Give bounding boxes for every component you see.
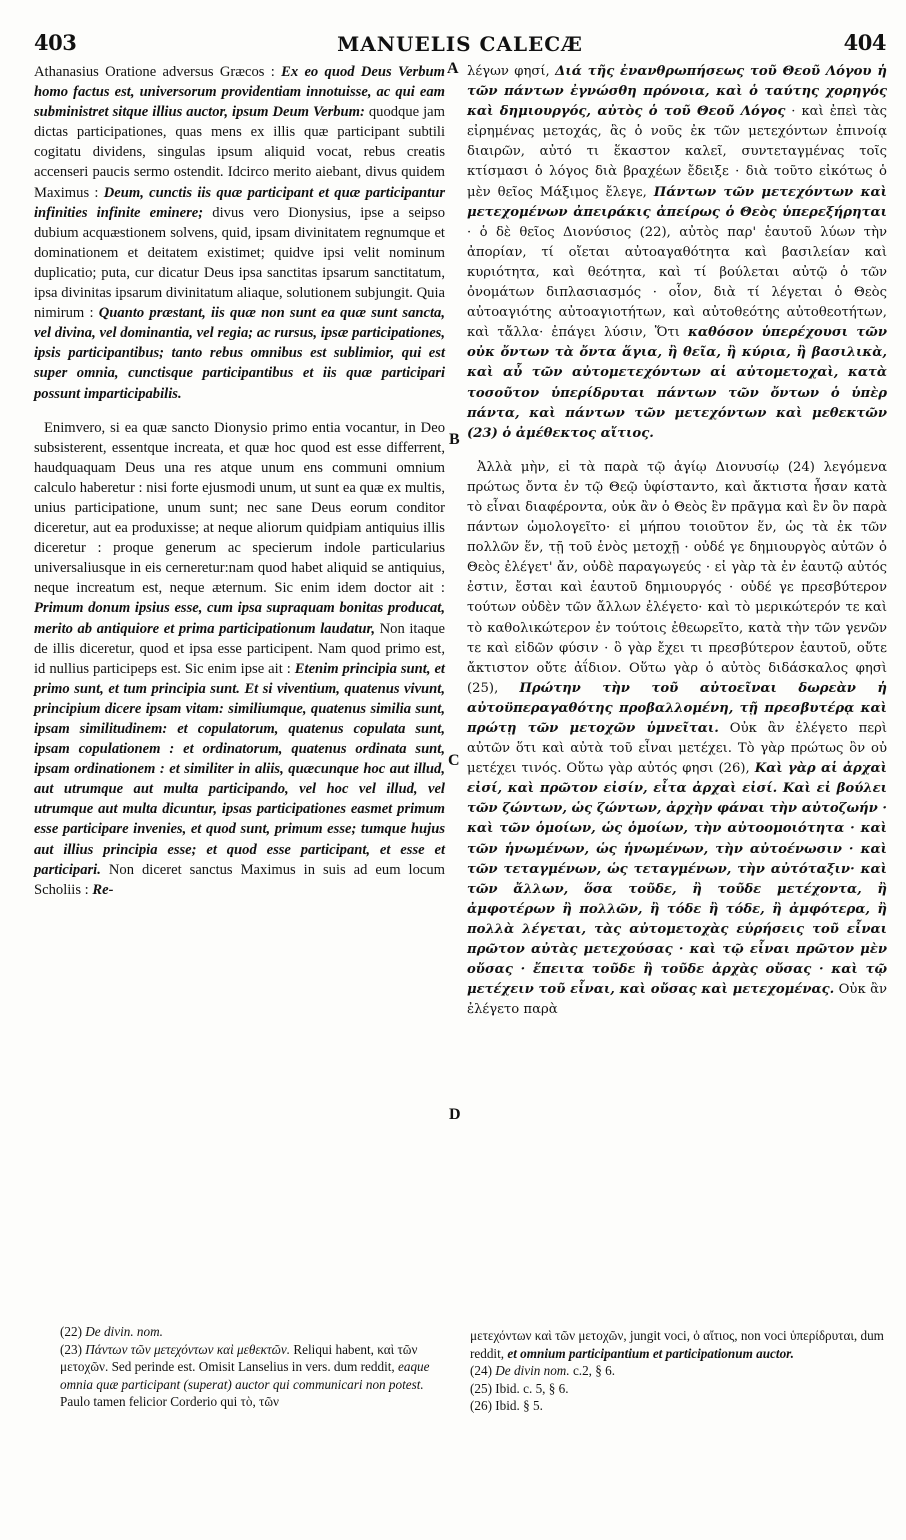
text-run: Enimvero, si ea quæ sancto Dionysio primo entia vocantur, in Deo subsisterent, essentque increata, et quæ hoc quod est esse differrent, haudquaquam Deus una res atque unum ens communi omnium calculo haberetur : nisi forte ejusmodi unum, ut sunt ea quæ ex multis, unius participatione, unum sunt; nec sane Deus eorum conditor diceretur, aut ea produxisse; at neque aliorum quidpiam antiquius illis diceretur : proque generum ac specierum indole particularius universaliusque in eis cerneretur:nam quod habet aliquid se antiquius, neque increatum est, neque æternum. Sic enim idem doctor ait : [34,419,445,597]
italic-run: Deum, cunctis iis quæ participant et quæ participantur infinities infinite eminere; [34,184,445,221]
latin-paragraph-2 [34,418,445,900]
text-run: Οὐκ ἂν ἐλέγετο περὶ αὐτῶν ὅτι καὶ αὐτὰ τοῦ εἶναι μετέχει. Τὸ γὰρ πρώτως ὂν οὐ μετέχει τινός. Οὕτω γὰρ αὐτός φησι (26), [467,721,887,777]
italic-run: καθόσον ὑπερέχουσι τῶν οὐκ ὄντων τὰ ὄντα ἅγια, ἢ θεῖα, ἢ κύρια, ἢ βασιλικὰ, καὶ αὖ τῶν αὐτομετεχόντων αἱ αὐτομετοχαὶ, κατὰ τοσοῦτον ὑπερίδρυται πάντων τῶν ὄντων ὁ ὑπὲρ πάντα, καὶ πάντων τῶν μετεχόντων καὶ μεθεκτῶν (23) ὁ ἀμέθεκτος αἴτιος. [467,325,887,441]
footnote-23 [60,1341,444,1411]
italic-run: Καὶ γὰρ αἱ ἀρχαὶ εἰσί, καὶ πρῶτον εἰσίν, εἶτα ἀρχαὶ εἰσί. Καὶ εἰ βούλει τῶν ζώντων, ὡς ζώντων, ἀρχὴν φάναι τὴν αὐτοζωήν · καὶ τῶν ὁμοίων, ὡς ὁμοίων, τὴν αὐτοομοιότητα · καὶ τῶν ἡνωμένων, ὡς ἡνωμένων, τὴν αὐτοένωσιν · καὶ τῶν τεταγμένων, ὡς τεταγμένων, τὴν αὐτόταξιν· καὶ τῶν ἄλλων, ὅσα τοῦδε, ἢ τοῦδε μετέχοντα, ἢ ἀμφοτέρων ἢ πολλῶν, ἢ τόδε ἢ τόδε, ἢ ἀμφότερα, ἢ πολλὰ λέγεται, τὰς αὐτομετοχὰς εὑρήσεις τοῦ εἶναι πρῶτον αὐτὰς μετεχούσας · καὶ τῷ εἶναι πρῶτον μὲν οὔσας · ἔπειτα τοῦδε ἢ τοῦδε ἀρχὰς οὔσας · καὶ τῷ μετέχειν τοῦ εἶναι, καὶ οὔσας καὶ μετεχομένας. [467,761,887,998]
footnote-italic-run: De divin. nom. [81,1324,163,1339]
italic-run: Ex eo quod Deus Verbum homo factus est, universorum providentiam innotuisse, ac qui eam subministret sitque illius auctor, ipsum Deum Verbum: [34,64,445,121]
footnote-number: (25) [470,1380,492,1396]
text-run: divus vero Dionysius, ipse a seipso dubium acquæstionem solvens, quid, ipsam divinitatem regnumque et dominationem et deitatem existimet; quidve ipsi velit nominum duplicatio; puta, cur dicatur Deus ipsa sanctitas ipsarum sanctitatum, ipsa divinitas ipsarum divinitatum aliaque, solutionem subjungit. Quia nimirum : [34,204,445,322]
greek-paragraph-2 [467,458,887,1021]
footnote-text-run: Ibid. c. 5, § 6. [491,1380,569,1396]
footnote-24 [470,1362,888,1380]
footnote-number: (26) [470,1398,492,1413]
italic-run: Quanto præstant, iis quæ non sunt ea quæ sunt sancta, vel divina, vel dominantia, vel regia; ac rursus, ipsæ participationes, ipsis participantibus; tanto rebus omnibus est sublimior, qui est super omnia, cunctisque participantibus et iis quæ participari possunt imparticipabilis. [34,305,446,402]
italic-run: et omnium participantium et participationum auctor. [507,1345,794,1361]
italic-run: Etenim principia sunt, et primo sunt, et tum principia sunt. Et si viventium, quatenus vivunt, principium dicere ipsam vitam: similiumque, quatenus similia sunt, ipsam similitudinem: et copulatorum, quatenus copulata sunt, ipsam copulationem : et ordinatorum, quatenus ordinata sunt, ipsam ordinationem : et similiter in aliis, quæcunque hoc aut illud, aut utrumque aut multa participando, vel hoc vel illud, vel utrumque aut multa dicuntur, ipsas participationes easmet primum esse participare invenies, et quod sunt, primum esse; tumque hujus aut illius principia esse; et quod esse participant, et esse et participari. [34,660,445,878]
footnote-text-run: c.2, § 6. [569,1363,616,1378]
text-run: · ὁ δὲ θεῖος Διονύσιος (22), αὐτὸς παρ' ἑαυτοῦ λύων τὴν ἀπορίαν, τί οἴεται αὐτοαγαθότητα καὶ βασιλείαν καὶ κυριότητα, καὶ θεότητα, καὶ τί βούλεται αὐτῷ ὁ τῶν ὀνομάτων διπλασιασμός · οἷον, διὰ τί λέγεται ὁ Θεὸς αὐτοαγιότης αὐτοαγιοτήτων, καὶ αὐτοθεότης αὐτοθεοτήτων, καὶ τἄλλα· ἐπάγει λύσιν, Ὅτι [467,224,887,341]
running-title: MANUELIS CALECÆ [337,32,583,56]
footnote-italic-run: De divin nom. [491,1363,570,1378]
footnote-italic-run: Πάντων τῶν μετεχόντων καὶ μεθεκτῶν. [81,1341,291,1357]
italic-run: Πρώτην τὴν τοῦ αὐτοεῖναι δωρεὰν ἡ αὐτοϋπεραγαθότης προβαλλομένη, τῇ πρεσβυτέρᾳ καὶ πρώτῃ τῶν μετοχῶν ὑμνεῖται. [467,680,887,736]
footnote-number: (22) [60,1324,82,1339]
italic-run: Διά τῆς ἐνανθρωπήσεως τοῦ Θεοῦ Λόγου ἡ τῶν πάντων ἐγνώσθη πρόνοια, καὶ ὁ ταύτης χορηγός καὶ δημιουργός, αὐτὸς ὁ τοῦ Θεοῦ Λόγος [467,64,887,120]
text-run: Non itaque de illis diceretur, quod et ipsa esse participent. Nam quod primo est, id nullius participeps est. Sic enim ipse ait : [34,620,446,677]
footnotes-left [60,1323,444,1411]
text-run: μετεχόντων καὶ τῶν μετοχῶν, jungit voci, ὁ αἴτιος, non voci ὑπερίδρυται, dum reddit, [470,1328,884,1361]
latin-paragraph-1 [34,62,445,404]
text-run: Οὐκ ἂν ἐλέγετο παρὰ [467,982,887,1018]
text-run: Non diceret sanctus Maximus in suis ad eum locum Scholiis : [34,861,445,898]
italic-run: Primum donum ipsius esse, cum ipsa supraquam bonitas producat, merito ab antiquiore et prima participationum laudatur, [34,600,445,637]
margin-marker-a: A [447,60,459,77]
greek-column [467,62,887,1020]
footnotes-right [470,1327,888,1415]
footnote-22 [60,1323,444,1341]
page-number-left: 403 [34,30,77,55]
margin-marker-d: D [449,1106,461,1123]
text-run: λέγων φησί, [467,64,556,79]
page-header [34,30,886,66]
margin-marker-c: C [448,752,460,769]
italic-run: Πάντων τῶν μετεχόντων καὶ μετεχομένων ἀπειράκις ἀπείρως ὁ Θεὸς ὑπερεξήρηται [467,184,887,220]
text-run: · καὶ ἐπεὶ τὰς εἰρημένας μετοχάς, ἃς ὁ νοῦς ἐκ τῶν μετεχόντων ἐπινοίᾳ διαιρῶν, αὐτό τι ἕκαστον καλεῖ, συντεταγμένας τοῖς κτίσμασι ὁ λόγος διὰ βραχέων ἔδειξε · διὰ τοῦτο εἰκότως ὁ μὲν θεῖος Μάξιμος ἔλεγε, [467,104,887,200]
greek-paragraph-1 [467,62,887,444]
footnote-text-run: Reliqui habent, καὶ τῶν μετοχῶν. Sed perinde est. Omisit Lanselius in vers. dum reddit, [60,1341,418,1374]
footnote-25 [470,1380,888,1398]
page-number-right: 404 [843,30,886,55]
text-run: Ἀλλὰ μὴν, εἰ τὰ παρὰ τῷ ἁγίῳ Διονυσίῳ (24) λεγόμενα πρώτως ὄντα ἐν τῷ Θεῷ ὑφίσταντο, καὶ ἄκτιστα ἦσαν κατὰ τὸ εἶναι διαφέροντα, οὐκ ἂν ὁ Θεὸς ἓν πρᾶγμα καὶ ἓν ὂν παρὰ πάντων ὡμολογεῖτο· εἰ μήπου τοιοῦτον ἕν, ὡς τὰ ἐκ τῶν πολλῶν ἕν, τῇ τοῦ ἑνὸς μετοχῇ · οὐδέ γε δημιουργὸς αὐτῶν ὁ Θεὸς ἐλέγετ' ἄν, οὐδὲ παραγωγεύς · εἰ γὰρ τὰ ἐν ἑαυτῷ αὐτός ἐστιν, ἔσται καὶ ἑαυτοῦ δημιουργός · οὐδέ γε πρεσβύτερον τούτων οὐδὲν τῶν ἄλλων ἐλέγετο· καὶ τὸ μερικώτερόν τε καὶ τὸ καθολικώτερον ἐν τούτοις ἐθεωρεῖτο, κατὰ τὴν τῶν γενῶν τε καὶ εἰδῶν φύσιν · ὃ γὰρ ἔχει τι πρεσβύτερον ἑαυτοῦ, οὔτε ἄκτιστον οὔτε ἀΐδιον. Οὕτω γὰρ ὁ αὐτὸς διδάσκαλος φησὶ (25), [467,459,887,696]
footnote-number: (23) [60,1341,82,1357]
text-run: quodque jam dictas participationes, quas mens ex illis quæ participant subtili cogitatu dividens, singulas ipsum aliquid vocat, rebus creatis accenseri paucis sermo ostendit. Idcirco merito aiebant, divus quidem Maximus : [34,104,445,201]
latin-column [34,62,445,900]
footnote-italic-run: eaque omnia quæ participant (superat) auctor qui communicari non potest. [60,1359,430,1392]
footnote-text-run: Ibid. § 5. [491,1398,543,1413]
text-run: Athanasius Oratione adversus Græcos : [34,64,282,80]
footnote-23-continued [470,1327,888,1362]
italic-run: Re- [92,881,114,898]
footnote-text-run: Paulo tamen felicior Corderio qui τὸ, τῶν [60,1394,279,1409]
margin-marker-b: B [449,431,460,448]
footnote-number: (24) [470,1363,492,1378]
footnote-26 [470,1397,888,1415]
